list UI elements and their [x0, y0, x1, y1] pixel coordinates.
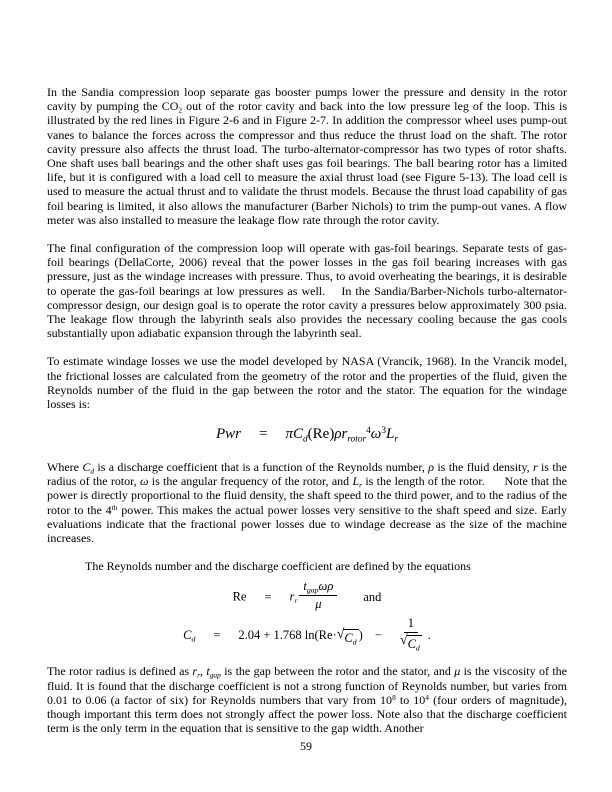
square-root — [400, 635, 422, 652]
radius-subscript: r — [294, 596, 298, 606]
coefficient-subscript: d — [415, 644, 420, 654]
minus-sign: − — [374, 628, 382, 643]
coefficient-subscript: d — [191, 635, 196, 645]
coefficient-symbol: C — [344, 631, 353, 646]
fraction — [299, 579, 337, 612]
equals-sign: = — [213, 628, 221, 643]
radical-icon: √ — [336, 627, 345, 643]
equation-lhs-pwr: Pwr — [215, 426, 241, 443]
omega-exponent: 3 — [381, 426, 387, 437]
paragraph-compression-loop: In the Sandia compression loop separate gas booster pumps lower the pressure and density in the rotor cavity by pumping the $CO_2$ out of the rotor cavity and back into the low pressure leg of the loop. This is illustrated by the red lines in Figure 2-6 and in Figure 2-7. In addition the compressor wheel uses pump-out vanes to balance the forces across the compressor and thus reduce the thrust load on the shaft. The rotor cavity pressure also affects the thrust load. The turbo-alternator-compressor has two types of rotor shafts. One shaft uses ball bearings and the other shaft uses gas foil bearings. The ball bearing rotor has a limited life, but it is configured with a load cell to measure the axial thrust load (see Figure 5-13). The load cell is used to measure the actual thrust and to validate the thrust models. Because the thrust load capability of gas foil bearing is limited, it also allows the manufacturer (Barber Nichols) to trim the pump-out vanes. A flow meter was also installed to measure the leakage flow rate through the rotor cavity. — [47, 85, 567, 227]
coefficient-subscript: d — [303, 434, 308, 445]
rotor-radius-symbol: r — [341, 426, 348, 443]
density-symbol: ρ — [334, 426, 342, 443]
gap-width-symbol: t — [303, 579, 307, 594]
omega-symbol: ω — [370, 426, 382, 443]
reynolds-argument: (Re) — [307, 426, 335, 443]
fraction-denominator — [396, 633, 426, 652]
expression-text: 2.04 + 1.768 ln(Re· — [238, 628, 337, 643]
page-number: 59 — [300, 739, 312, 753]
pi-symbol: π — [285, 426, 293, 443]
equals-sign: = — [259, 426, 268, 443]
radius-exponent: 4 — [366, 426, 371, 437]
connector-word: and — [363, 589, 382, 604]
omega-rho-symbols: ωρ — [318, 579, 334, 594]
radicand — [343, 629, 358, 647]
fraction-numerator: 1 — [404, 616, 418, 633]
discharge-coefficient-equation — [47, 618, 567, 654]
square-root — [337, 629, 359, 647]
radicand — [407, 635, 422, 652]
gap-subscript: gap — [306, 586, 319, 596]
fraction-denominator-mu: μ — [315, 597, 322, 612]
close-paren: ) — [358, 628, 363, 643]
coefficient-symbol: C — [407, 637, 416, 652]
length-subscript: r — [394, 434, 399, 445]
fraction-numerator — [299, 579, 337, 596]
paragraph-windage-model: To estimate windage losses we use the model developed by NASA (Vrancik, 1968). In the Vrancik model, the frictional losses are calculated from the geometry of the rotor and the properties of the fluid, given the Reynolds number of the fluid in the gap between the rotor and the stator. The equation for the windage losses is: — [47, 354, 567, 412]
discharge-coefficient-symbol: C — [292, 426, 303, 443]
paragraph-rotor-radius-definition: The rotor radius is defined as $r_r$, $t_{gap}$ is the gap between the rotor and the stator, and μ is the viscosity of the fluid. It is found that the discharge coefficient is not a strong function of Reynolds number, but varies from 0.01 to 0.06 (a factor of six) for Reynolds numbers that vary from $10^8$ to $10^4$ (four orders of magnitude), though important this term does not strongly affect the power loss. Note also that the discharge coefficient term is the only term in the equation that is sensitive to the gap width. Another — [47, 664, 567, 736]
coefficient-subscript: d — [352, 638, 357, 648]
reynolds-number-equation — [47, 581, 567, 614]
radical-icon: √ — [399, 633, 408, 649]
equation-lhs-re: Re — [232, 589, 247, 604]
rotor-length-symbol: L — [386, 426, 395, 443]
radius-subscript: rotor — [347, 434, 367, 445]
windage-power-equation — [47, 425, 567, 444]
period: . — [427, 628, 431, 643]
paragraph-gas-foil-bearings: The final configuration of the compression loop will operate with gas-foil bearings. Separate tests of gas-foil bearings (DellaCorte, 2006) reveal that the power losses in the gas foil bearing increases with gas pressure, just as the windage increases with pressure. Thus, to avoid overheating the bearings, it is desirable to operate the gas-foil bearings at low pressures as well. In the Sandia/Barber-Nichols turbo-alternator-compressor design, our design goal is to operate the rotor cavity a pressures below approximately 300 psia. The leakage flow through the labyrinth seals also provides the necessary cooling because the gas cools substantially upon adiabatic expansion through the labyrinth seal. — [47, 241, 567, 341]
equals-sign: = — [264, 589, 272, 604]
equation-lhs-cd: C — [183, 628, 192, 643]
rotor-radius-symbol: r — [289, 589, 295, 604]
paragraph-coefficient-definitions: Where $C_d$ is a discharge coefficient that is a function of the Reynolds number, ρ is the fluid density, r is the radius of the rotor, ω is the angular frequency of the rotor, and $L_r$ is the length of the rotor. Note that the power is directly proportional to the fluid density, the shaft speed to the third power, and to the radius of the rotor to the 4th power. This makes the actual power losses very sensitive to the shaft speed and size. Early evaluations indicate that the fractional power losses due to windage decrease as the size of the machine increases. — [47, 460, 567, 546]
equations-intro-line: The Reynolds number and the discharge coefficient are defined by the equations — [85, 559, 471, 574]
fraction — [396, 616, 426, 652]
